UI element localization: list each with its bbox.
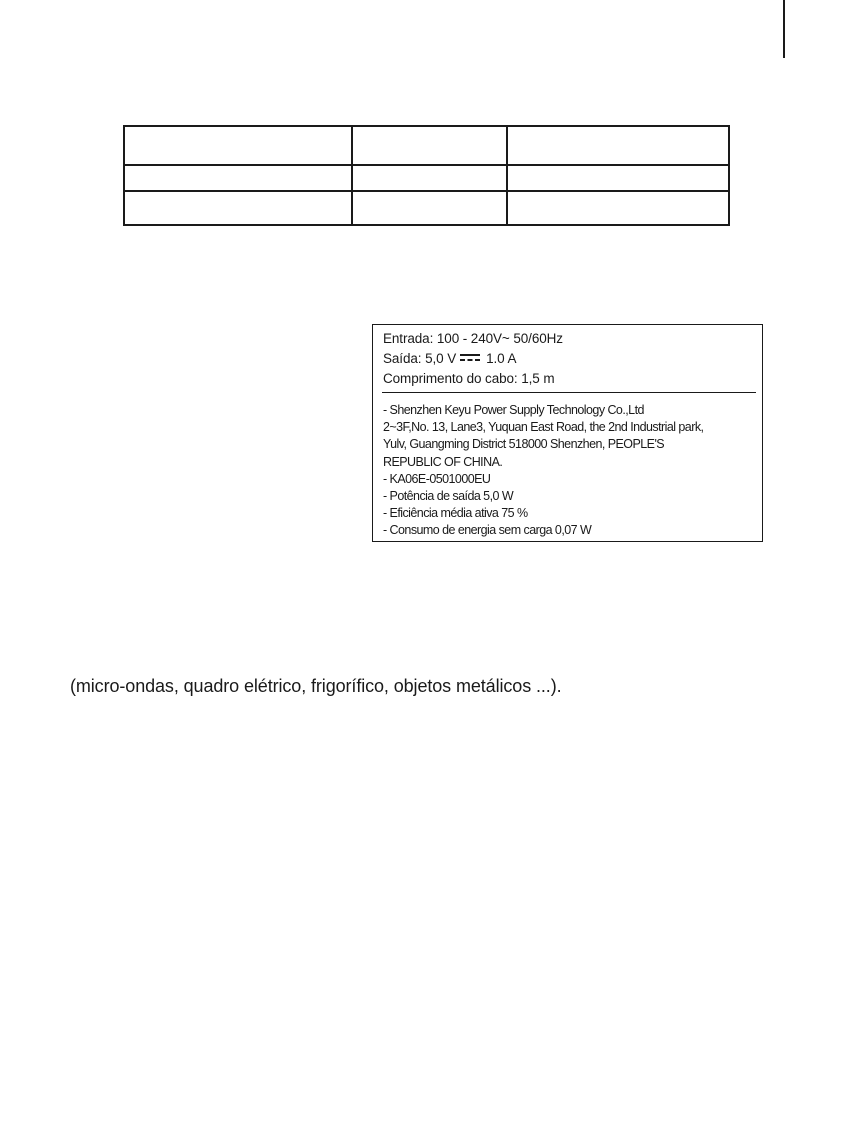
table-cell	[352, 165, 507, 191]
table-row	[124, 191, 729, 225]
table-cell	[352, 126, 507, 165]
output-rating	[383, 349, 563, 369]
manufacturer-line: Yulv, Guangming District 518000 Shenzhen, PEOPLE'S	[383, 437, 665, 452]
manufacturer-info	[383, 402, 703, 540]
table-row	[124, 165, 729, 191]
efficiency: - Eficiência média ativa 75 %	[383, 506, 528, 521]
cable-length: Comprimento do cabo: 1,5 m	[383, 371, 555, 386]
body-paragraph: (micro-ondas, quadro elétrico, frigorífico, objetos metálicos ...).	[70, 676, 562, 696]
spec-table	[123, 125, 730, 226]
table-cell	[124, 126, 352, 165]
output-voltage: Saída: 5,0 V	[383, 351, 457, 366]
rating-label-specs	[383, 329, 563, 389]
manufacturer-line: 2~3F,No. 13, Lane3, Yuquan East Road, the 2nd Industrial park,	[383, 420, 704, 435]
manufacturer-line: REPUBLIC OF CHINA.	[383, 454, 503, 469]
manufacturer-line: - Shenzhen Keyu Power Supply Technology Co.,Ltd	[383, 403, 644, 417]
output-current: 1.0 A	[486, 351, 517, 366]
output-power: - Potência de saída 5,0 W	[383, 489, 514, 504]
rating-label	[372, 324, 763, 542]
table-cell	[352, 191, 507, 225]
table-cell	[507, 126, 729, 165]
table-cell	[507, 165, 729, 191]
table-row	[124, 126, 729, 165]
label-divider	[382, 392, 756, 393]
table-cell	[507, 191, 729, 225]
page-edge-rule	[783, 0, 785, 58]
no-load-consumption: - Consumo de energia sem carga 0,07 W	[383, 523, 592, 538]
model-number: - KA06E-0501000EU	[383, 471, 491, 486]
input-rating: Entrada: 100 - 240V~ 50/60Hz	[383, 331, 563, 346]
table-cell	[124, 165, 352, 191]
direct-current-icon	[460, 354, 480, 361]
table-cell	[124, 191, 352, 225]
